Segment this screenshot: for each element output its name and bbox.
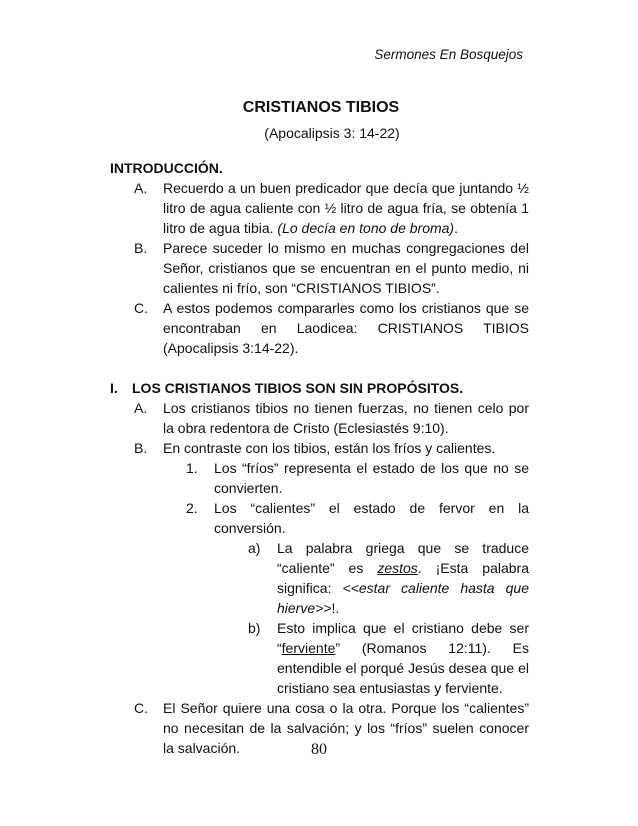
- section-1-item-b: [110, 438, 529, 458]
- intro-item-c: [110, 298, 529, 358]
- italic-note: (Lo decía en tono de broma): [277, 220, 455, 236]
- item-text: Los “calientes” el estado de fervor en la conversión.: [214, 500, 529, 536]
- running-header: Sermones En Bosquejos: [374, 47, 523, 62]
- section-1-item-b2: [110, 498, 529, 538]
- section-title: LOS CRISTIANOS TIBIOS SON SIN PROPÓSITOS.: [132, 380, 464, 396]
- item-marker: B.: [134, 240, 148, 256]
- item-text: A estos podemos compararles como los cristianos que se encontraban en Laodicea: CRISTIANOS TIBIOS (Apocalipsis 3:14-22).: [163, 300, 529, 356]
- item-text: Los “fríos” representa el estado de los que no se convierten.: [214, 460, 529, 496]
- item-text: En contraste con los tibios, están los fríos y calientes.: [163, 440, 496, 456]
- document-body: [110, 158, 529, 758]
- item-marker: a): [248, 540, 261, 556]
- item-marker: 1.: [186, 460, 198, 476]
- item-marker: 2.: [186, 500, 198, 516]
- greek-word: zestos: [377, 560, 418, 576]
- item-marker: B.: [134, 440, 148, 456]
- page-number: 80: [311, 741, 327, 758]
- item-marker: b): [248, 620, 261, 636]
- section-1-heading: [110, 378, 529, 398]
- underlined-word: ferviente: [281, 640, 336, 656]
- item-text: El Señor quiere una cosa o la otra. Porque los “calientes” no necesitan de la salvación; y los “fríos” suelen conocer la salvación.: [163, 700, 529, 756]
- section-1-item-b1: [110, 458, 529, 498]
- item-text: Parece suceder lo mismo en muchas congregaciones del Señor, cristianos que se encuentran en el punto medio, ni calientes ni frío, son “CRISTIANOS TIBIOS”.: [163, 240, 529, 296]
- item-marker: A.: [134, 180, 148, 196]
- spacer: [110, 358, 529, 378]
- item-marker: A.: [134, 400, 148, 416]
- section-1-item-b2a: [110, 538, 529, 618]
- item-marker: C.: [134, 700, 148, 716]
- item-text: Los cristianos tibios no tienen fuerzas, no tienen celo por la obra redentora de Cristo (Eclesiastés 9:10).: [163, 400, 529, 436]
- section-marker: I.: [110, 380, 118, 396]
- section-1-item-a: [110, 398, 529, 438]
- section-1-item-b2b: [110, 618, 529, 698]
- item-text: Esto implica que el cristiano debe ser “ferviente” (Romanos 12:11). Es entendible el porqué Jesús desea que el cristiano sea entusiastas y ferviente.: [277, 620, 529, 696]
- item-text: Recuerdo a un buen predicador que decía que juntando ½ litro de agua caliente con ½ litro de agua fría, se obtenía 1 litro de agua tibia. (Lo decía en tono de broma).: [163, 180, 529, 236]
- intro-item-a: [110, 178, 529, 238]
- italic-quote: <<estar caliente hasta que hierve>>: [277, 580, 529, 616]
- document-title: CRISTIANOS TIBIOS: [242, 99, 400, 116]
- item-text: La palabra griega que se traduce “caliente” es zestos. ¡Esta palabra significa: <<estar caliente hasta que hierve>>!.: [277, 540, 529, 616]
- intro-heading: INTRODUCCIÓN.: [110, 160, 223, 176]
- document-subtitle: (Apocalipsis 3: 14-22): [264, 125, 400, 141]
- item-marker: C.: [134, 300, 148, 316]
- intro-item-b: [110, 238, 529, 298]
